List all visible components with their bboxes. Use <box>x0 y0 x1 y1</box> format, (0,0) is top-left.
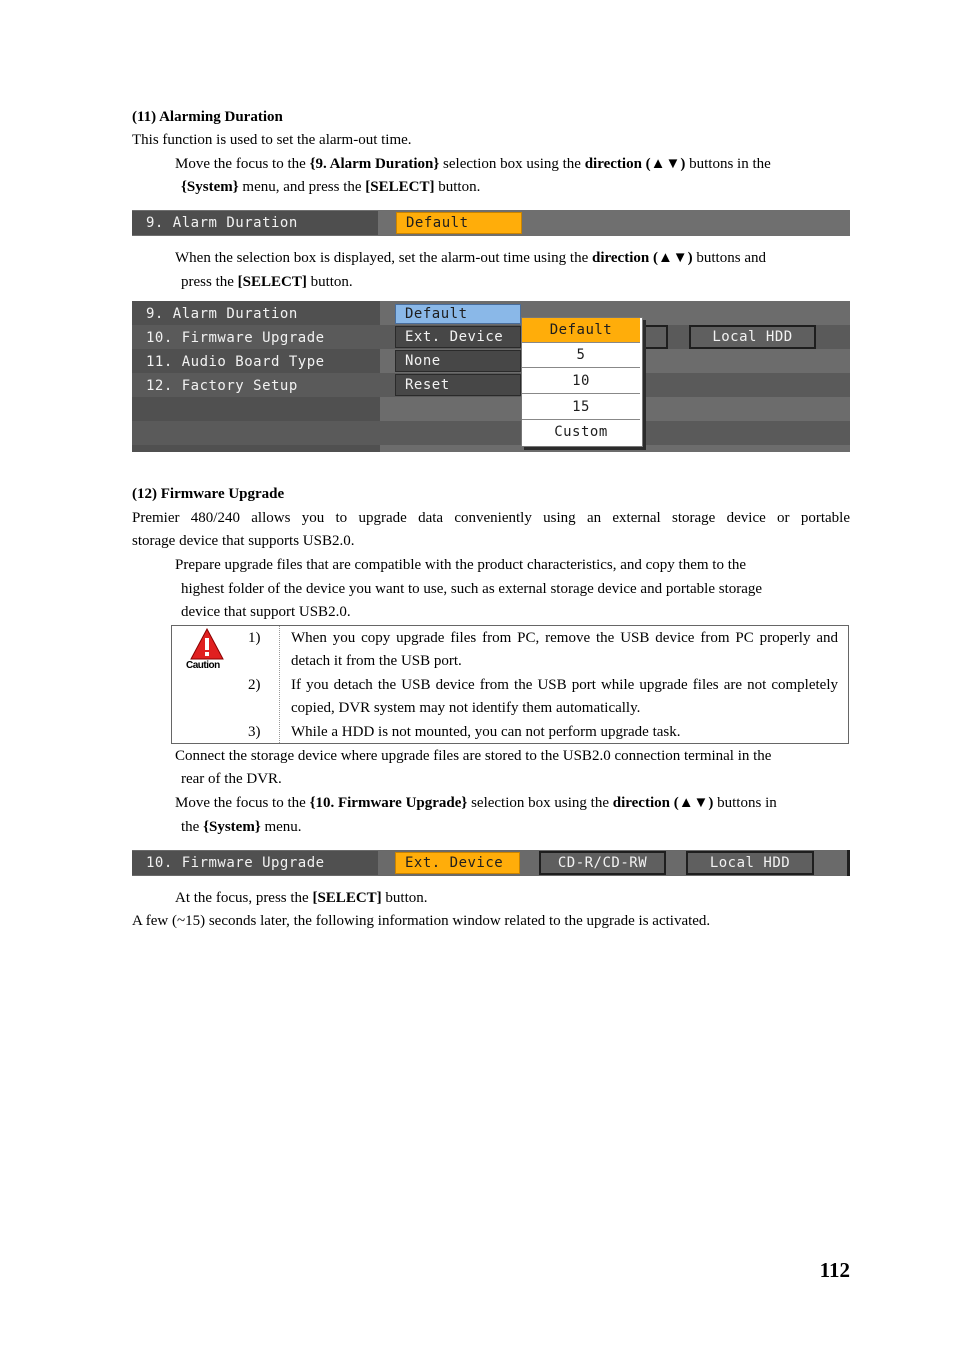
caution-text: If you detach the USB device from the USB port while upgrade files are not completely copied, DVR system may not identify them automatically. <box>291 677 838 716</box>
menu-label-alarm-duration: 9. Alarm Duration <box>132 211 378 235</box>
local-hdd-option[interactable]: Local HDD <box>689 325 816 349</box>
instruction-line: {System} menu, and press the [SELECT] button. <box>181 179 481 195</box>
caution-number: 1) <box>248 630 261 646</box>
caution-icon <box>190 628 224 662</box>
instruction-line: Move the focus to the {10. Firmware Upgrade} selection box using the direction (▲▼) buttons in <box>175 795 777 811</box>
factory-setup-select[interactable]: Reset <box>395 374 521 396</box>
instruction-line: rear of the DVR. <box>181 771 282 787</box>
caution-icon-cell <box>172 626 280 743</box>
section-intro-line: Premier 480/240 allows you to upgrade data conveniently using an external storage device or portable <box>132 510 850 526</box>
section-intro: This function is used to set the alarm-out time. <box>132 132 412 148</box>
section-heading-firmware-upgrade: (12) Firmware Upgrade <box>132 486 285 502</box>
instruction-line: device that support USB2.0. <box>181 604 351 620</box>
instruction-line: At the focus, press the [SELECT] button. <box>175 890 428 906</box>
section-heading-alarming-duration: (11) Alarming Duration <box>132 109 283 125</box>
system-menu-screen <box>132 301 850 452</box>
firmware-upgrade-select[interactable]: Ext. Device <box>395 326 521 348</box>
menu-row-alarm-duration[interactable]: 9. Alarm Duration <box>146 306 298 322</box>
instruction-line: When the selection box is displayed, set the alarm-out time using the direction (▲▼) buttons and <box>175 250 766 266</box>
local-hdd-option[interactable]: Local HDD <box>686 851 814 875</box>
instruction-line: highest folder of the device you want to use, such as external storage device and portable storage <box>181 581 763 597</box>
instruction-line: Move the focus to the {9. Alarm Duration} selection box using the direction (▲▼) buttons in the <box>175 156 771 172</box>
menu-row-firmware-upgrade[interactable]: 10. Firmware Upgrade <box>146 330 325 346</box>
dropdown-option-default[interactable]: Default <box>522 318 640 343</box>
caution-box <box>171 625 849 744</box>
instruction-line: press the [SELECT] button. <box>181 274 353 290</box>
dropdown-option-5[interactable]: 5 <box>522 343 640 368</box>
caution-number: 3) <box>248 724 261 740</box>
alarm-duration-menu-strip <box>132 210 850 236</box>
alarm-duration-select[interactable]: Default <box>396 212 522 234</box>
page-number: 112 <box>819 1258 850 1282</box>
firmware-upgrade-menu-strip <box>132 850 850 876</box>
caution-number: 2) <box>248 677 261 693</box>
menu-label-firmware-upgrade: 10. Firmware Upgrade <box>132 851 378 875</box>
audio-board-type-select[interactable]: None <box>395 350 521 372</box>
menu-row-band <box>132 421 850 445</box>
instruction-line: the {System} menu. <box>181 819 302 835</box>
dropdown-option-custom[interactable]: Custom <box>554 424 608 440</box>
section-intro-line: storage device that supports USB2.0. <box>132 533 355 549</box>
ext-device-option[interactable]: Ext. Device <box>395 852 520 874</box>
alarm-duration-dropdown <box>521 317 643 447</box>
caution-label: Caution <box>186 660 220 671</box>
dropdown-option-15[interactable]: 15 <box>522 395 640 420</box>
dropdown-option-10[interactable]: 10 <box>522 369 640 394</box>
caution-text: While a HDD is not mounted, you can not perform upgrade task. <box>291 724 681 740</box>
alarm-duration-select[interactable]: Default <box>395 304 521 324</box>
caution-text: When you copy upgrade files from PC, remove the USB device from PC properly and detach it from the USB port. <box>291 630 838 669</box>
instruction-line: Connect the storage device where upgrade files are stored to the USB2.0 connection terminal in the <box>175 748 772 764</box>
instruction-line: Prepare upgrade files that are compatible with the product characteristics, and copy them to the <box>175 557 747 573</box>
cd-rw-option[interactable]: CD-R/CD-RW <box>539 851 666 875</box>
menu-row-audio-board-type[interactable]: 11. Audio Board Type <box>146 354 325 370</box>
closing-line: A few (~15) seconds later, the following information window related to the upgrade is activated. <box>132 913 711 929</box>
menu-row-factory-setup[interactable]: 12. Factory Setup <box>146 378 298 394</box>
